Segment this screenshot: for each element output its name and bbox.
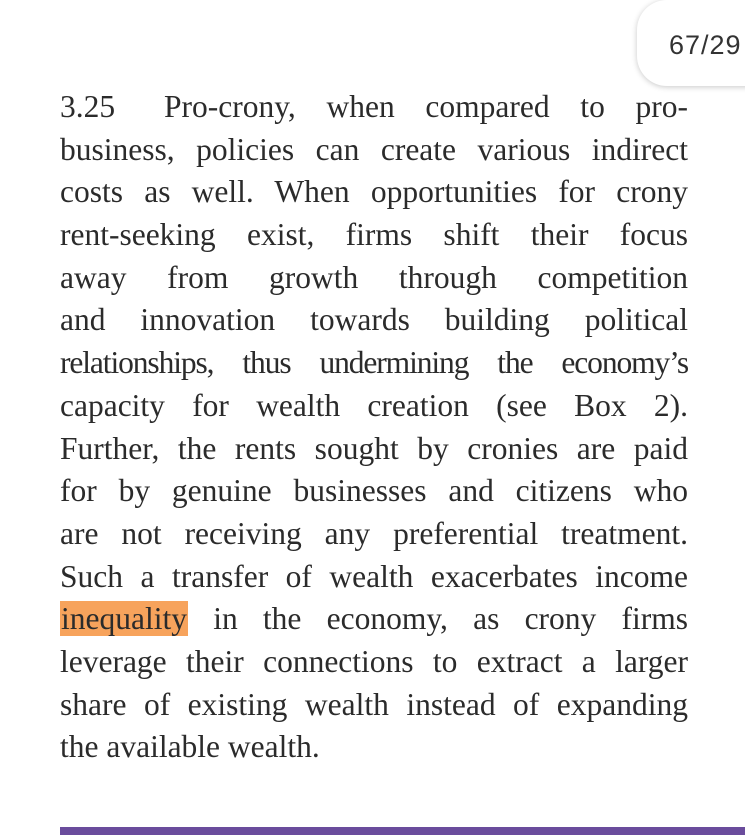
paragraph-line <box>60 598 688 641</box>
paragraph-line-text: Pro-crony, when compared to pro- <box>164 89 688 124</box>
bottom-accent-bar <box>60 827 745 835</box>
paragraph-line: for by genuine businesses and citizens who <box>60 473 688 509</box>
page-indicator[interactable]: 67/29 <box>637 0 745 86</box>
document-paragraph <box>60 86 688 769</box>
paragraph-line: are not receiving any preferential treatment. <box>60 515 688 551</box>
paragraph-line: capacity for wealth creation (see Box 2). <box>60 387 688 423</box>
paragraph-line: the available wealth. <box>60 729 320 765</box>
paragraph-line: Such a transfer of wealth exacerbates income <box>60 558 688 594</box>
paragraph-line <box>60 86 688 129</box>
paragraph-line: business, policies can create various indirect <box>60 131 688 167</box>
paragraph-line: costs as well. When opportunities for crony <box>60 174 688 210</box>
paragraph-number: 3.25 <box>60 89 116 124</box>
paragraph-line: relationships, thus undermining the economy’s <box>60 345 688 381</box>
paragraph-line: away from growth through competition <box>60 259 688 295</box>
paragraph-line-text: in the economy, as crony firms <box>213 601 689 637</box>
paragraph-line: share of existing wealth instead of expanding <box>60 686 688 722</box>
paragraph-line: Further, the rents sought by cronies are paid <box>60 430 688 466</box>
paragraph-line: rent-seeking exist, firms shift their focus <box>60 217 688 253</box>
paragraph-line: and innovation towards building political <box>60 302 688 338</box>
search-highlight[interactable]: inequality <box>61 601 187 637</box>
paragraph-line: leverage their connections to extract a larger <box>60 643 688 679</box>
